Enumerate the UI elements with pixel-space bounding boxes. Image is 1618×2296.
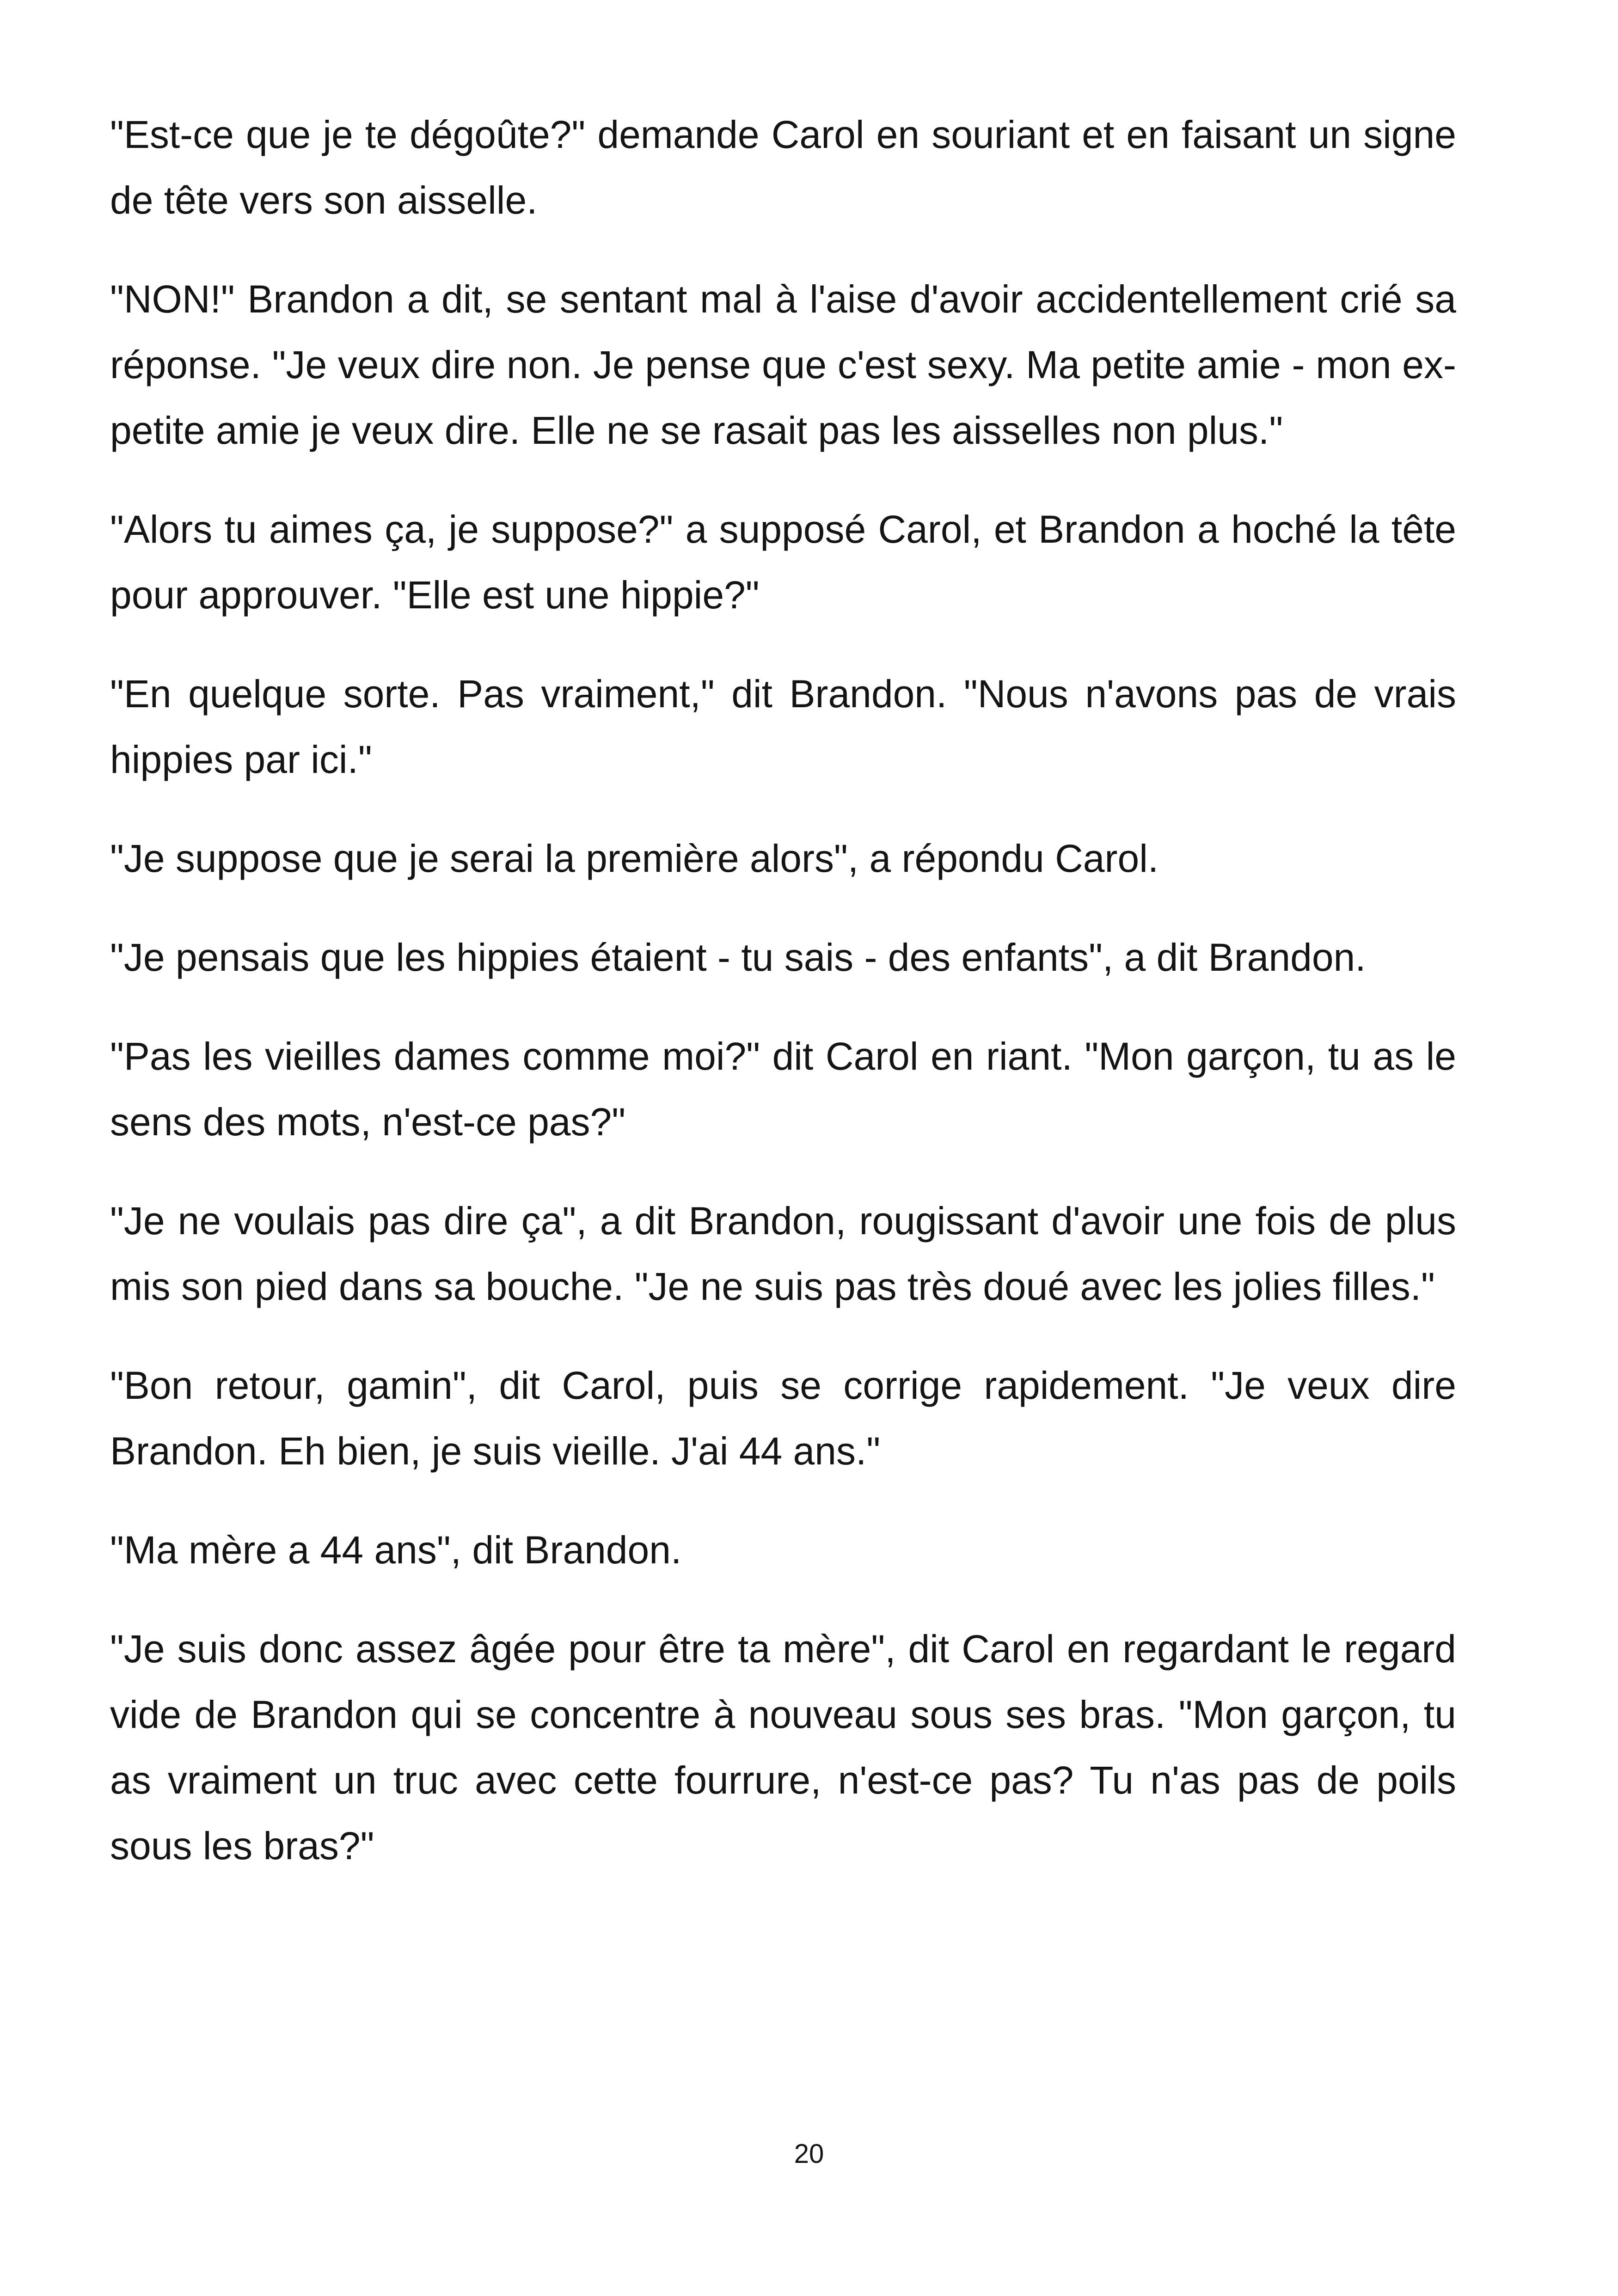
paragraph-4: "En quelque sorte. Pas vraiment," dit Brandon. "Nous n'avons pas de vrais hippies par ici." [110, 672, 1456, 781]
paragraph-6: "Je pensais que les hippies étaient - tu sais - des enfants", a dit Brandon. [110, 936, 1366, 979]
paragraph-8: "Je ne voulais pas dire ça", a dit Brandon, rougissant d'avoir une fois de plus mis son pied dans sa bouche. "Je ne suis pas très doué avec les jolies filles." [110, 1199, 1456, 1308]
paragraph-1: "Est-ce que je te dégoûte?" demande Carol en souriant et en faisant un signe de tête vers son aisselle. [110, 113, 1456, 222]
paragraph-9: "Bon retour, gamin", dit Carol, puis se corrige rapidement. "Je veux dire Brandon. Eh bien, je suis vieille. J'ai 44 ans." [110, 1364, 1456, 1473]
page-number: 20 [794, 2139, 824, 2169]
page-body [110, 102, 1456, 1912]
paragraph-5: "Je suppose que je serai la première alors", a répondu Carol. [110, 837, 1159, 880]
paragraph-3: "Alors tu aimes ça, je suppose?" a supposé Carol, et Brandon a hoché la tête pour approuver. "Elle est une hippie?" [110, 508, 1456, 617]
paragraph-10: "Ma mère a 44 ans", dit Brandon. [110, 1528, 682, 1572]
paragraph-7: "Pas les vieilles dames comme moi?" dit Carol en riant. "Mon garçon, tu as le sens des mots, n'est-ce pas?" [110, 1035, 1456, 1144]
paragraph-11: "Je suis donc assez âgée pour être ta mère", dit Carol en regardant le regard vide de Brandon qui se concentre à nouveau sous ses bras. "Mon garçon, tu as vraiment un truc avec cette fourrure, n'est-ce pas? Tu n'as pas de poils sous les bras?" [110, 1627, 1456, 1867]
paragraph-2: "NON!" Brandon a dit, se sentant mal à l'aise d'avoir accidentellement crié sa réponse. "Je veux dire non. Je pense que c'est sexy. Ma petite amie - mon ex-petite amie je veux dire. Elle ne se rasait pas les aisselles non plus." [110, 277, 1456, 452]
